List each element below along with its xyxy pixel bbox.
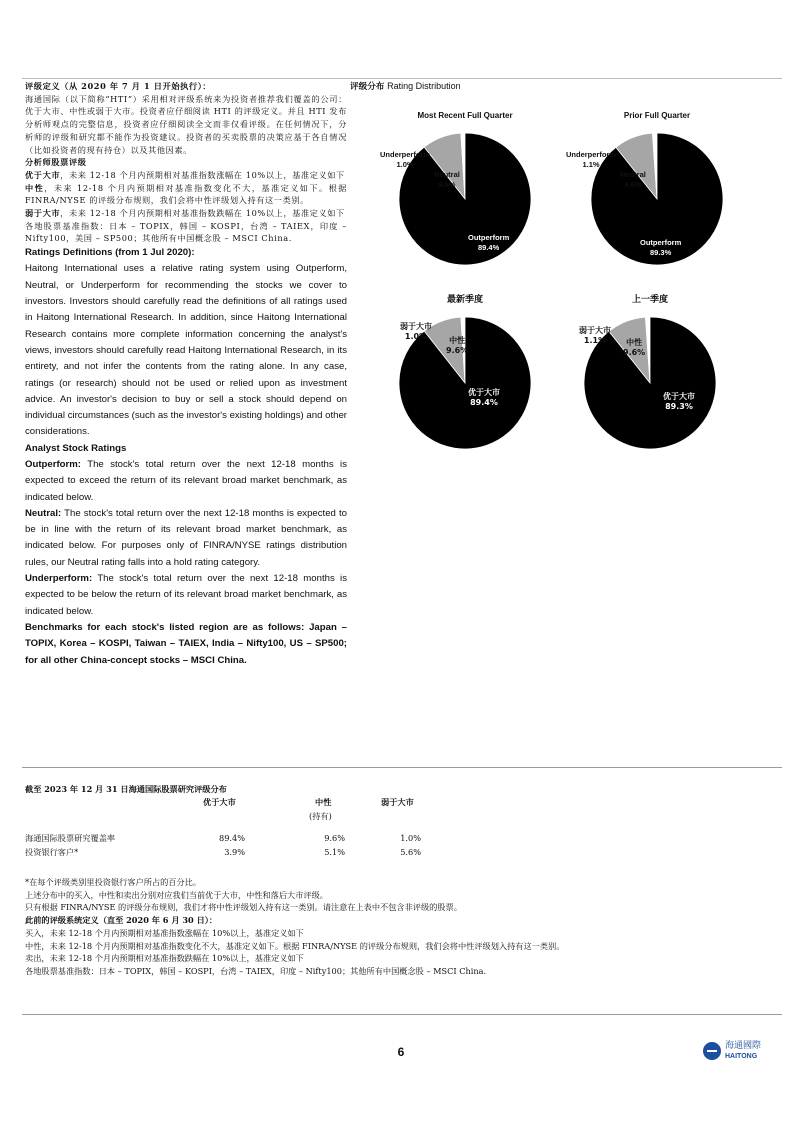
pie-label-neutral xyxy=(623,338,645,358)
pie-label-neutral xyxy=(434,170,460,189)
benchmarks-zh: 各地股票基准指数：日本 – TOPIX，韩国 – KOSPI，台湾 – TAIEX，印度 – Nifty100，美国 – SP500；其他所有中国概念股 – MSCI China. xyxy=(25,220,347,244)
pie-label-neutral-name: 中性 xyxy=(626,338,643,348)
pie-label-outperform-value: 89.4% xyxy=(477,242,500,252)
pie-label-outperform xyxy=(640,238,681,257)
rating-distribution-column xyxy=(350,80,780,438)
neutral-text-en: The stock's total return over the next 12-18 months is expected to be in line with the return of its relevant broad market benchmark, as indicated below. For purposes only of FINRA/NYSE ratings distribution rules, our Neutral rating falls into a hold rating category. xyxy=(25,507,347,568)
logo-text-en: HAITONG xyxy=(725,1053,758,1060)
pie-label-outperform-value: 89.4% xyxy=(470,398,498,408)
dist-row-value-underperform: 1.0% xyxy=(400,832,421,843)
note-1: *在每个评级类别里投资银行客户所占的百分比。 xyxy=(25,877,202,887)
dist-row-value-neutral: 5.1% xyxy=(324,846,345,857)
pie-label-underperform xyxy=(380,150,430,169)
prev-buy: 买入，未来 12-18 个月内预期相对基准指数涨幅在 10%以上，基准定义如下 xyxy=(25,927,304,938)
pie-label-underperform-name: Underperform xyxy=(566,150,617,160)
ratings-def-text-en: Haitong International uses a relative rating system using Outperform, Neutral, or Underperform for recommending the stocks we cover to investors. Investors should carefully read the definitions of all ratings used in Haitong International Research. In addition, since Haitong International Research contains more complete information concerning the analyst's views, investors should carefully read Haitong International Research, in its entirety, and not infer the contents from the rating alone. In any case, ratings (or research) should not be used or relied upon as investment advice. An investor's decision to buy or sell a stock should depend on individual circumstances (such as the investor's existing holdings) and other considerations. xyxy=(25,263,347,438)
note-3: 只有根据 FINRA/NYSE 的评级分布规则，我们才将中性评级划入持有这一类别。请注意在上表中不包含非评级的股票。 xyxy=(25,902,462,913)
dist-row-label: 海通国际股票研究覆盖率 xyxy=(25,832,116,843)
outperform-label-en: Outperform: xyxy=(25,459,81,470)
haitong-logo xyxy=(703,1040,765,1064)
prev-benchmarks: 各地股票基准指数：日本 – TOPIX，韩国 – KOSPI，台湾 – TAIEX，印度 – Nifty100；其他所有中国概念股 – MSCI China. xyxy=(25,965,487,976)
dist-spacer xyxy=(25,824,765,832)
pie-label-underperform-value: 1.0% xyxy=(404,332,428,342)
pie-label-outperform-name: Outperform xyxy=(468,233,510,243)
pie-title: Prior Full Quarter xyxy=(623,111,691,121)
prev-system-title: 此前的评级系统定义（直至 2020 年 6 月 30 日）： xyxy=(25,915,218,926)
analyst-ratings-title-zh: 分析师股票评级 xyxy=(25,157,87,168)
haitong-logo-icon xyxy=(703,1042,721,1060)
pie-title: Most Recent Full Quarter xyxy=(417,111,513,121)
dist-row-value-neutral: 9.6% xyxy=(324,832,345,843)
section-divider-top xyxy=(22,767,782,768)
pie-label-neutral xyxy=(620,170,646,189)
pie-label-outperform-value: 89.3% xyxy=(649,247,672,257)
pie-chart-previous-quarter-zh xyxy=(575,294,725,459)
pie-chart-prior xyxy=(566,110,732,275)
pie-svg xyxy=(390,124,540,274)
pie-label-outperform-name: 优于大市 xyxy=(468,388,500,398)
prev-sell: 卖出，未来 12-18 个月内预期相对基准指数跌幅在 10%以上，基准定义如下 xyxy=(25,953,304,964)
dist-col-neutral-sub: (持有) xyxy=(309,810,332,821)
neutral-def-en xyxy=(25,506,347,571)
rating-distribution-title-zh: 评级分布 xyxy=(350,82,385,92)
top-rule xyxy=(22,78,782,79)
pie-label-neutral-value: 9.6% xyxy=(623,348,646,358)
benchmarks-en: Benchmarks for each stock's listed region are as follows: Japan – TOPIX, Korea – KOSPI, Taiwan – TAIEX, India – Nifty100, US – SP500; for all other China-concept stocks – MSCI China. xyxy=(25,621,347,666)
pie-label-outperform-name: Outperform xyxy=(640,238,682,248)
pie-label-underperform-name: 弱于大市 xyxy=(579,326,611,336)
def-text-zh: 海通国际（以下简称“HTI”）采用相对评级系统来为投资者推荐我们覆盖的公司：优于大市、中性或弱于大市。投资者应仔细阅读 HTI 的评级定义。并且 HTI 发布分析师观点的完整信息，投资者应仔细阅读全文而非仅看评级。在任何情况下，分析师的评级和研究都不能作为投资建议。投资者的买卖股票的决策应基于各自情况（比如投资者的现有持仓）以及其他因素。 xyxy=(25,93,347,155)
neutral-label-zh: 中性 xyxy=(25,182,45,193)
dist-header-row xyxy=(25,796,765,810)
pie-label-neutral-value: 9.6% xyxy=(446,346,469,356)
pie-label-neutral-name: Neutral xyxy=(620,170,646,180)
pie-label-underperform xyxy=(566,150,616,169)
def-title-zh: 评级定义（从 2020 年 7 月 1 日开始执行）： xyxy=(25,81,212,91)
table-row xyxy=(25,846,765,860)
page-number: 6 xyxy=(397,1045,405,1059)
prev-neutral: 中性，未来 12-18 个月内预期相对基准指数变化不大，基准定义如下。根据 FINRA/NYSE 的评级分布规则，我们会将中性评级划入持有这一类别。 xyxy=(25,940,565,951)
dist-col-underperform: 弱于大市 xyxy=(381,796,414,807)
dist-row-value-outperform: 89.4% xyxy=(218,832,245,843)
neutral-def-zh xyxy=(25,182,347,207)
dist-col-neutral: 中性 xyxy=(315,796,332,807)
pie-label-outperform-name: 优于大市 xyxy=(663,392,695,402)
dist-subheader-row xyxy=(25,810,765,824)
logo-text-zh: 海通國際 xyxy=(725,1041,762,1051)
outperform-text-zh: ，未来 12-18 个月内预期相对基准指数涨幅在 10%以上，基准定义如下 xyxy=(60,169,345,180)
rating-distribution-title xyxy=(350,80,780,94)
pie-label-underperform-name: 弱于大市 xyxy=(400,322,432,332)
rating-definitions-column xyxy=(25,80,347,669)
neutral-label-en: Neutral: xyxy=(25,507,62,519)
pie-title: 最新季度 xyxy=(446,295,483,306)
underperform-def-zh xyxy=(25,207,347,220)
underperform-label-en: Underperform: xyxy=(25,573,93,585)
pie-label-neutral-name: Neutral xyxy=(434,170,460,180)
pie-label-underperform-value: 1.0% xyxy=(396,159,414,169)
dist-row-label: 投资银行客户* xyxy=(25,846,79,857)
pie-label-outperform xyxy=(468,233,509,252)
ratings-def-title-en: Ratings Definitions (from 1 Jul 2020): xyxy=(25,247,195,259)
pie-label-underperform-name: Underperform xyxy=(380,150,431,160)
dist-table-title: 截至 2023 年 12 月 31 日海通国际股票研究评级分布 xyxy=(25,784,227,794)
pie-chart-latest-quarter-zh xyxy=(390,294,540,459)
pie-label-underperform xyxy=(400,322,432,342)
rating-notes xyxy=(25,876,785,978)
dist-row-value-outperform: 3.9% xyxy=(224,846,245,857)
underperform-def-en xyxy=(25,571,347,620)
pie-label-neutral-value: 9.6% xyxy=(624,179,642,189)
outperform-text-en: The stock's total return over the next 12-18 months is expected to exceed the return of its relevant broad market benchmark, as indicated below. xyxy=(25,459,347,503)
underperform-text-zh: ，未来 12-18 个月内预期相对基准指数跌幅在 10%以上，基准定义如下 xyxy=(60,208,345,219)
pie-title: 上一季度 xyxy=(631,295,668,306)
outperform-def-zh xyxy=(25,169,347,182)
neutral-text-zh: ，未来 12-18 个月内预期相对基准指数变化不大，基准定义如下。根据 FINRA/NYSE 的评级分布规则，我们会将中性评级划入持有这一类别。 xyxy=(25,182,348,206)
table-row xyxy=(25,832,765,846)
pie-label-outperform xyxy=(468,388,500,408)
pie-label-neutral xyxy=(446,336,468,356)
pie-label-underperform xyxy=(579,326,611,346)
pie-label-underperform-value: 1.1% xyxy=(582,159,600,169)
rating-distribution-table xyxy=(25,783,765,860)
analyst-ratings-title-en: Analyst Stock Ratings xyxy=(25,442,127,454)
note-2: 上述分布中的买入，中性和卖出分别对应我们当前优于大市，中性和落后大市评级。 xyxy=(25,889,328,900)
pie-label-underperform-value: 1.1% xyxy=(583,336,607,346)
dist-row-value-underperform: 5.6% xyxy=(400,846,421,857)
rating-distribution-title-en: Rating Distribution xyxy=(387,81,461,91)
pie-label-outperform xyxy=(663,392,695,412)
underperform-text-en: The stock's total return over the next 12-18 months is expected to be below the return of its relevant broad market benchmark, as indicated below. xyxy=(25,573,347,617)
pie-label-neutral-value: 9.6% xyxy=(438,179,456,189)
pie-charts-area xyxy=(350,98,780,438)
pie-chart-most-recent xyxy=(380,110,540,275)
outperform-label-zh: 优于大市 xyxy=(25,169,61,180)
outperform-def-en xyxy=(25,457,347,506)
pie-label-outperform-value: 89.3% xyxy=(665,402,693,412)
section-divider-bottom xyxy=(22,1014,782,1015)
pie-label-neutral-name: 中性 xyxy=(449,336,466,346)
underperform-label-zh: 弱于大市 xyxy=(25,208,61,219)
dist-col-outperform: 优于大市 xyxy=(203,796,236,807)
